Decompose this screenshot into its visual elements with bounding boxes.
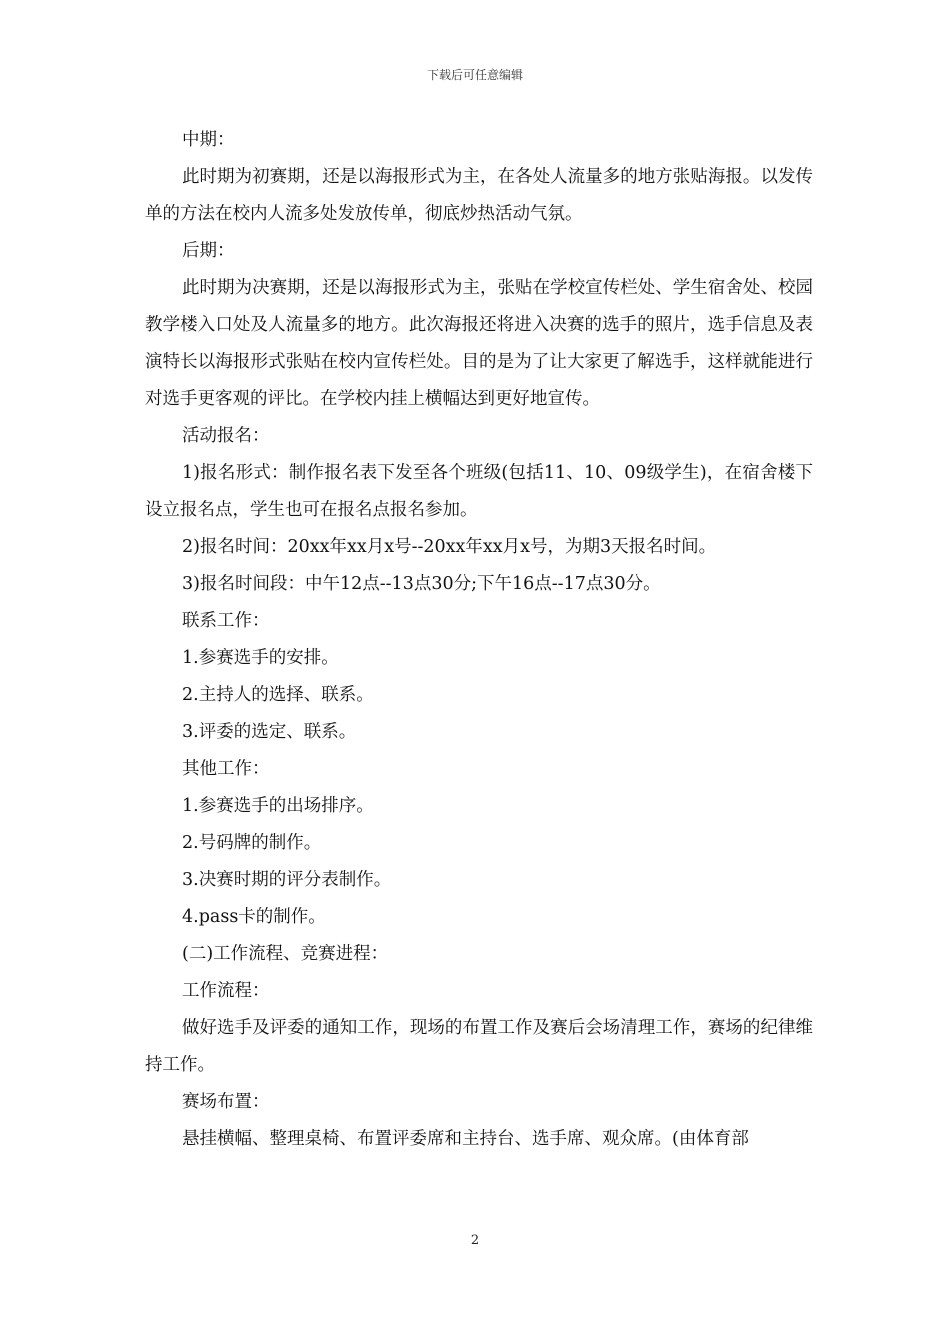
registration-period-item: 3)报名时间段：中午12点--13点30分;下午16点--17点30分。: [182, 574, 661, 594]
list-item: 2.主持人的选择、联系。: [182, 685, 374, 705]
heading-late-term: 后期：: [182, 241, 235, 261]
list-item: 1.参赛选手的安排。: [182, 648, 339, 668]
paragraph-venue-setup: 悬挂横幅、整理桌椅、布置评委席和主持台、选手席、观众席。(由体育部: [182, 1129, 749, 1149]
list-item: 3.决赛时期的评分表制作。: [182, 870, 392, 890]
heading-mid-term: 中期：: [182, 130, 235, 150]
heading-venue-setup: 赛场布置：: [182, 1092, 270, 1112]
list-item: 3.评委的选定、联系。: [182, 722, 357, 742]
heading-other-work: 其他工作：: [182, 759, 270, 779]
list-item: 2.号码牌的制作。: [182, 833, 322, 853]
registration-form-item: 1)报名形式：制作报名表下发至各个班级(包括11、10、09级学生)，在宿舍楼下设立报名点，学生也可在报名点报名参加。: [145, 463, 813, 520]
paragraph-late-term: 此时期为决赛期，还是以海报形式为主，张贴在学校宣传栏处、学生宿舍处、校园教学楼入口处及人流量多的地方。此次海报还将进入决赛的选手的照片，选手信息及表演特长以海报形式张贴在校内宣传栏处。目的是为了让大家更了解选手，这样就能进行对选手更客观的评比。在学校内挂上横幅达到更好地宣传。: [145, 278, 813, 409]
heading-registration: 活动报名：: [182, 426, 270, 446]
heading-contact-work: 联系工作：: [182, 611, 270, 631]
page-number: 2: [470, 1233, 480, 1248]
paragraph-mid-term: 此时期为初赛期，还是以海报形式为主，在各处人流量多的地方张贴海报。以发传单的方法在校内人流多处发放传单，彻底炒热活动气氛。: [145, 167, 813, 224]
document-body: [145, 122, 813, 1158]
list-item: 4.pass卡的制作。: [182, 907, 326, 927]
registration-time-item: 2)报名时间：20xx年xx月x号--20xx年xx月x号，为期3天报名时间。: [182, 537, 717, 557]
paragraph-workflow: 做好选手及评委的通知工作，现场的布置工作及赛后会场清理工作，赛场的纪律维持工作。: [145, 1018, 813, 1075]
heading-workflow: 工作流程：: [182, 981, 270, 1001]
list-item: 1.参赛选手的出场排序。: [182, 796, 374, 816]
page-header: 下载后可任意编辑: [426, 68, 523, 82]
section-heading-workflow: (二)工作流程、竞赛进程：: [182, 944, 389, 964]
